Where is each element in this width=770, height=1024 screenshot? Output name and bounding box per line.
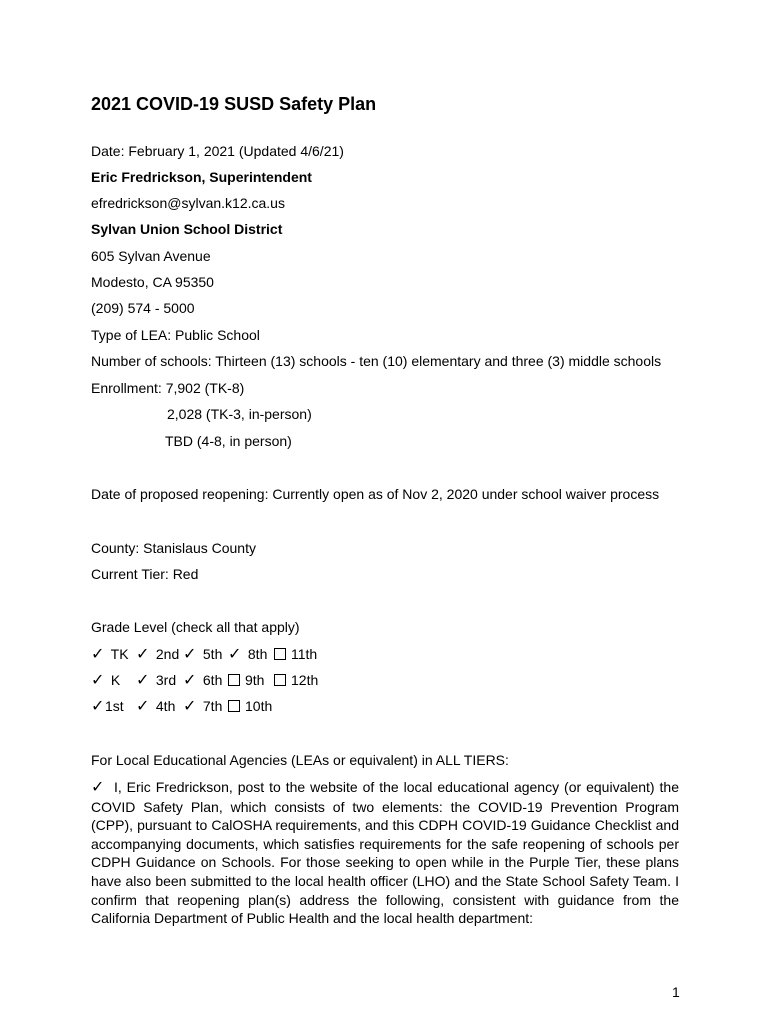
grade-3rd: ✓ 3rd (136, 672, 177, 689)
empty-checkbox-icon (228, 700, 240, 712)
check-icon: ✓ (91, 672, 105, 689)
address-city: Modesto, CA 95350 (91, 274, 214, 290)
superintendent-name: Eric Fredrickson, Superintendent (91, 169, 312, 185)
district-name: Sylvan Union School District (91, 221, 283, 237)
empty-checkbox-icon (274, 648, 286, 660)
grade-5th: ✓ 5th (183, 646, 223, 663)
grade-level-heading: Grade Level (check all that apply) (91, 619, 300, 635)
grade-row-1 (91, 644, 491, 664)
grade-4th: ✓ 4th (136, 698, 176, 715)
check-icon: ✓ (136, 646, 150, 663)
check-icon: ✓ (91, 779, 105, 796)
lea-type: Type of LEA: Public School (91, 327, 260, 343)
check-icon: ✓ (183, 698, 197, 715)
certification-paragraph (91, 778, 679, 928)
certification-text: I, Eric Fredrickson, post to the website of the local educational agency (or equivalent) the COVID Safety Plan, which consists of two elements: the COVID-19 Prevention Program (CPP), pursuant to CalOSHA requirements, and this CDPH COVID-19 Guidance Checklist and accompanying documents, which satisfies requirements for the safe reopening of schools per CDPH Guidance on Schools. For those seeking to open while in the Purple Tier, these plans have also been submitted to the local health officer (LHO) and the State School Safety Team. I confirm that reopening plan(s) address the following, consistent with guidance from the California Department of Public Health and the local health department: (91, 779, 679, 927)
check-icon: ✓ (91, 646, 105, 663)
current-tier: Current Tier: Red (91, 566, 199, 582)
page-title: 2021 COVID-19 SUSD Safety Plan (91, 94, 377, 114)
grade-k: ✓ K (91, 672, 121, 689)
number-of-schools: Number of schools: Thirteen (13) schools - ten (10) elementary and three (3) middle schools (91, 353, 662, 369)
grade-1st: ✓1st (91, 698, 124, 715)
grade-9th: 9th (228, 670, 264, 690)
enrollment-total: Enrollment: 7,902 (TK-8) (91, 380, 245, 396)
check-icon: ✓ (136, 698, 150, 715)
grade-6th: ✓ 6th (183, 672, 223, 689)
grade-7th: ✓ 7th (183, 698, 223, 715)
page-number: 1 (672, 984, 680, 1000)
grade-12th: 12th (274, 670, 318, 690)
enrollment-in-person: 2,028 (TK-3, in-person) (167, 406, 312, 422)
phone-number: (209) 574 - 5000 (91, 300, 195, 316)
empty-checkbox-icon (274, 674, 286, 686)
check-icon: ✓ (228, 646, 242, 663)
grade-2nd: ✓ 2nd (136, 646, 180, 663)
reopening-date: Date of proposed reopening: Currently open as of Nov 2, 2020 under school waiver process (91, 486, 660, 502)
date-line: Date: February 1, 2021 (Updated 4/6/21) (91, 143, 344, 159)
grade-10th: 10th (228, 696, 272, 716)
check-icon: ✓ (183, 646, 197, 663)
check-icon: ✓ (183, 672, 197, 689)
empty-checkbox-icon (228, 674, 240, 686)
grade-tk: ✓ TK (91, 646, 129, 663)
grade-11th: 11th (274, 644, 317, 664)
grade-row-3 (91, 696, 491, 716)
grade-row-2 (91, 670, 491, 690)
county-line: County: Stanislaus County (91, 540, 256, 556)
all-tiers-heading: For Local Educational Agencies (LEAs or equivalent) in ALL TIERS: (91, 752, 509, 768)
email-address: efredrickson@sylvan.k12.ca.us (91, 195, 285, 211)
enrollment-tbd: TBD (4-8, in person) (165, 433, 292, 449)
grade-8th: ✓ 8th (228, 646, 268, 663)
check-icon: ✓ (91, 698, 105, 715)
address-street: 605 Sylvan Avenue (91, 248, 211, 264)
check-icon: ✓ (136, 672, 150, 689)
